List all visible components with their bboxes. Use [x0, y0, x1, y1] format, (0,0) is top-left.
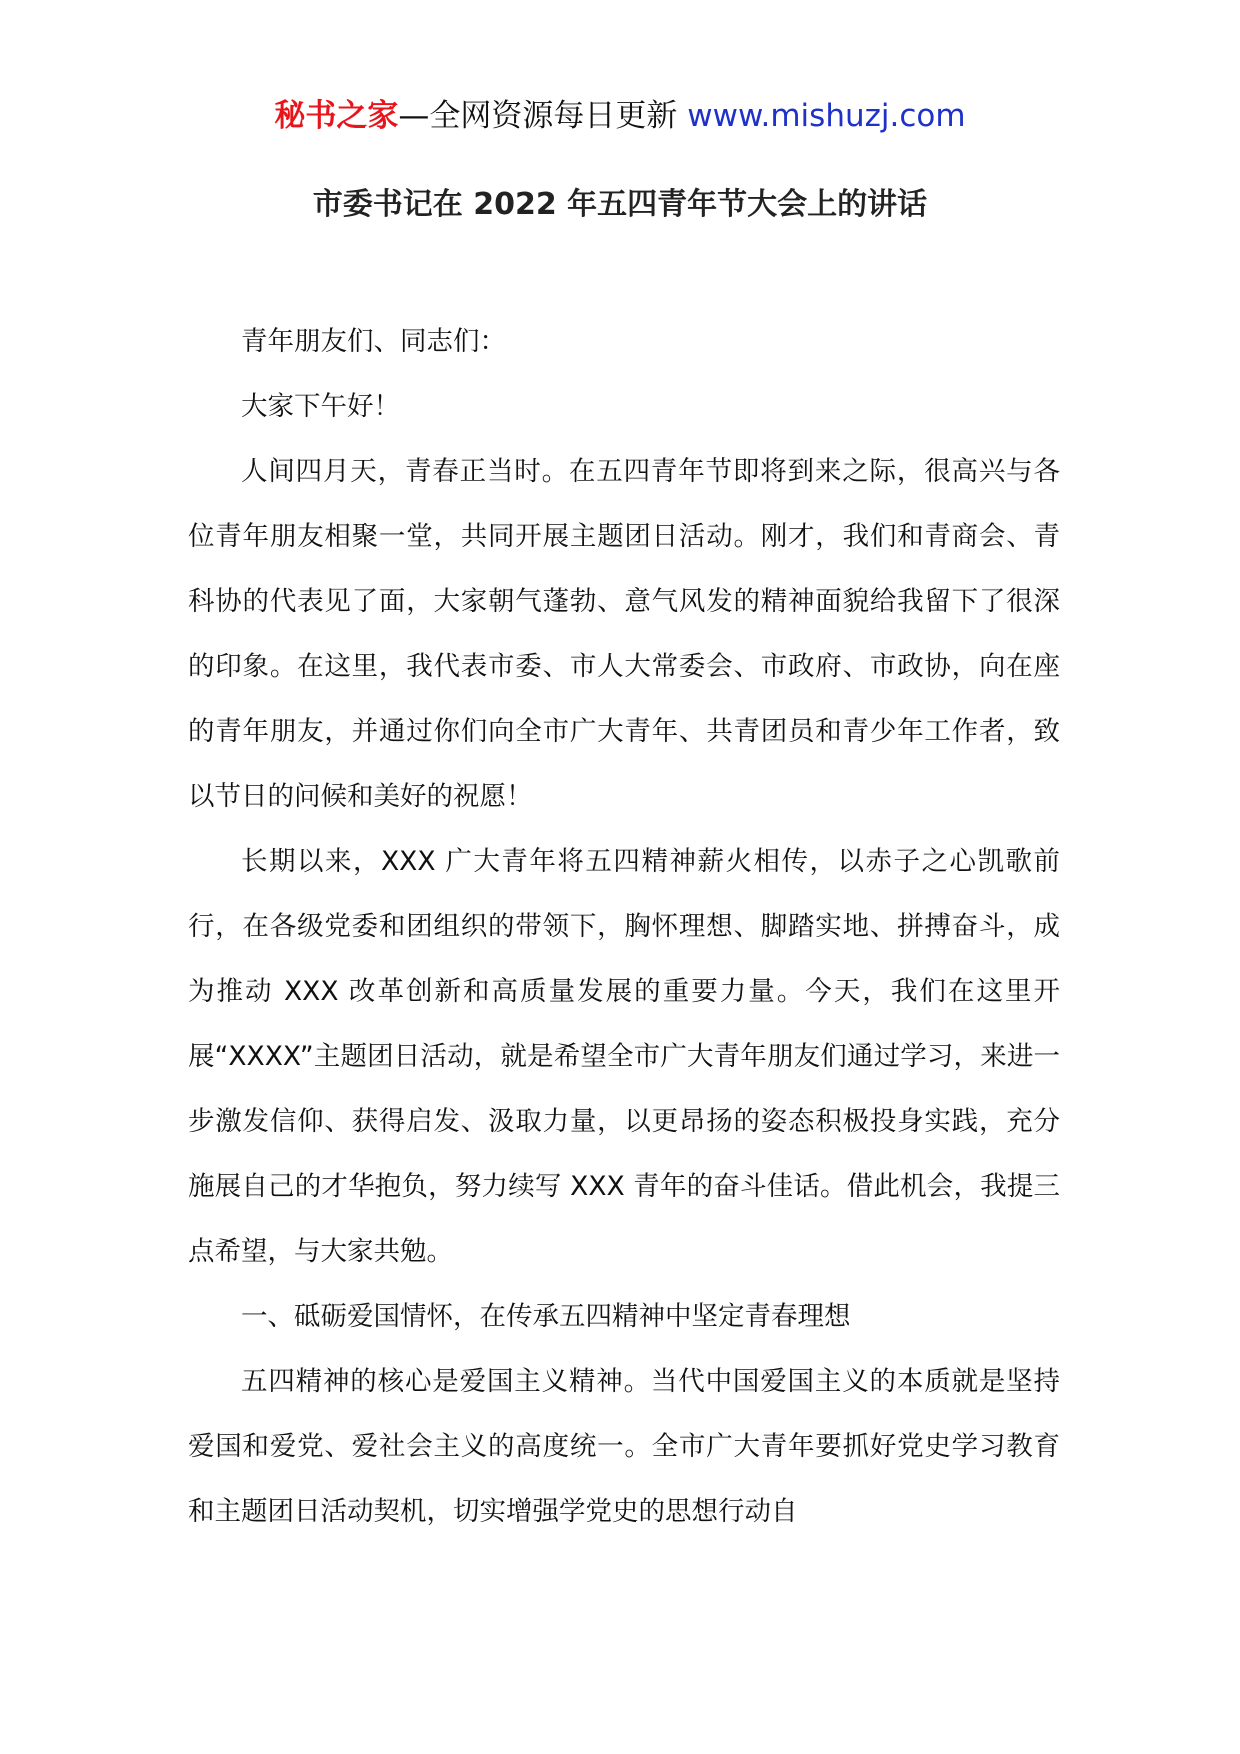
site-banner — [0, 96, 1240, 136]
document-body — [188, 309, 1060, 1544]
brand-name: 秘书之家 — [274, 98, 399, 134]
body-paragraph: 人间四月天，青春正当时。在五四青年节即将到来之际，很高兴与各位青年朋友相聚一堂，共同开展主题团日活动。刚才，我们和青商会、青科协的代表见了面，大家朝气蓬勃、意气风发的精神面貌给我留下了很深的印象。在这里，我代表市委、市人大常委会、市政府、市政协，向在座的青年朋友，并通过你们向全市广大青年、共青团员和青少年工作者，致以节日的问候和美好的祝愿！ — [188, 456, 1060, 812]
site-url-link[interactable]: www.mishuzj.com — [687, 98, 966, 134]
greeting: 大家下午好！ — [241, 391, 400, 422]
section-heading: 一、砥砺爱国情怀，在传承五四精神中坚定青春理想 — [241, 1301, 851, 1332]
banner-slogan: —全网资源每日更新 — [398, 98, 678, 134]
body-paragraph: 五四精神的核心是爱国主义精神。当代中国爱国主义的本质就是坚持爱国和爱党、爱社会主义的高度统一。全市广大青年要抓好党史学习教育和主题团日活动契机，切实增强学党史的思想行动自 — [188, 1366, 1060, 1527]
document-title: 市委书记在 2022 年五四青年节大会上的讲话 — [312, 187, 928, 222]
body-paragraph: 长期以来，XXX 广大青年将五四精神薪火相传，以赤子之心凯歌前行，在各级党委和团组织的带领下，胸怀理想、脚踏实地、拼搏奋斗，成为推动 XXX 改革创新和高质量发展的重要力量。今天，我们在这里开展“XXXX”主题团日活动，就是希望全市广大青年朋友们通过学习，来进一步激发信仰、获得启发、汲取力量，以更昂扬的姿态积极投身实践，充分施展自己的才华抱负，努力续写 XXX 青年的奋斗佳话。借此机会，我提三点希望，与大家共勉。 — [188, 846, 1060, 1267]
salutation: 青年朋友们、同志们： — [241, 326, 506, 357]
